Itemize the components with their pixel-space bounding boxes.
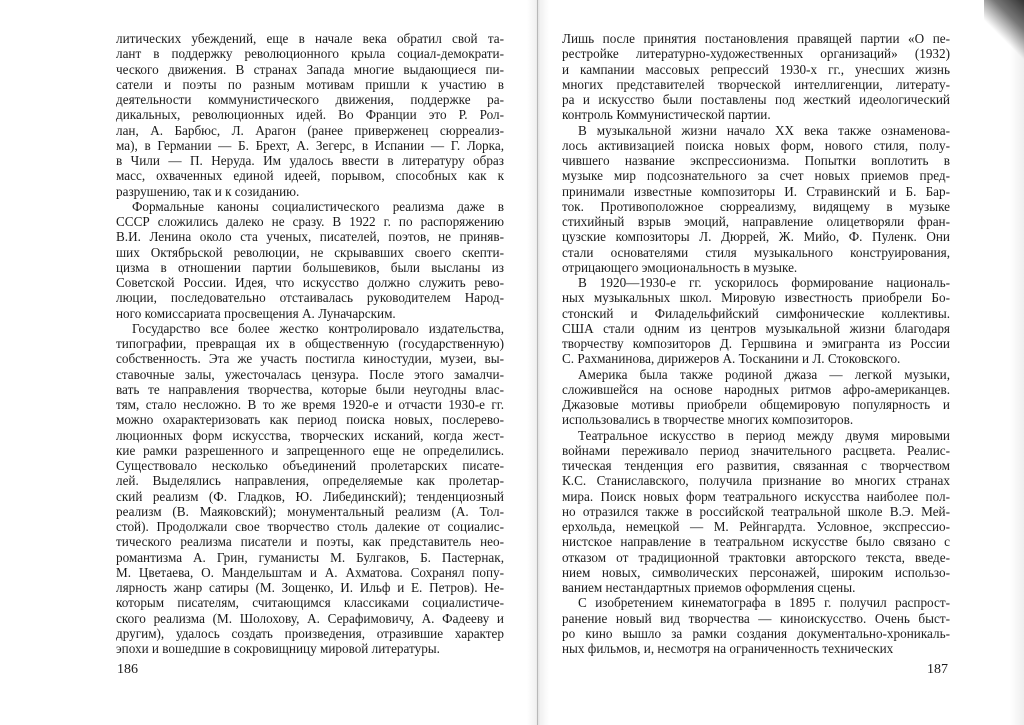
text-line: ро кино вышло за рамки создания документально-хроникаль- <box>562 625 950 641</box>
text-line: С. Рахманинова, дирижеров А. Тосканини и Л. Стоковского. <box>562 351 901 367</box>
text-line: чившего название экспрессионизма. Попытки воплотить в <box>562 153 950 168</box>
page-number-left: 186 <box>117 662 138 677</box>
text-line: цизма в отношении партии большевиков, были высланы из <box>116 259 504 275</box>
text-line: ток. Противоположное сюрреализму, видящему в музыке <box>562 198 950 214</box>
text-line: цузские композиторы Л. Дюррей, Ж. Мийо, Ф. Пуленк. Они <box>562 229 950 245</box>
text-line: стой). Продолжали свое творчество столь далекие от социалис- <box>116 519 504 534</box>
paragraph <box>116 199 504 321</box>
text-line: отказом от традиционной трактовки авторского текста, введе- <box>562 549 950 565</box>
paragraph <box>562 595 950 656</box>
text-line: типографии, превращая их в общественную (государственную) <box>116 336 504 351</box>
text-line: Формальные каноны социалистического реализма даже в <box>132 198 504 214</box>
scan-corner-shadow <box>984 0 1024 60</box>
text-line: многих представителей творческой интеллигенции, литерату- <box>562 76 950 92</box>
text-line: которым писателям, считающимся классиками социалистиче- <box>116 595 504 611</box>
text-line: масс, охваченных единой идеей, порывом, способных как к <box>116 168 504 184</box>
text-line: Джазовые мотивы приобрели общемировую популярность и <box>562 397 950 412</box>
text-line: Существовало несколько объединений пролетарских писате- <box>116 458 504 473</box>
text-line: ский реализм (Ф. Гладков, Ю. Либединский); тенденциозный <box>116 488 504 504</box>
paragraph <box>562 428 950 596</box>
text-line: нистское направление в театральном искусстве было связано с <box>562 534 950 550</box>
text-line: мира. Поиск новых форм театрального искусства наиболее пол- <box>562 488 950 504</box>
text-line: рестройке литературно-художественных организаций» (1932) <box>562 46 950 62</box>
text-line: ранение новый вид творчества — киноискусство. Очень быст- <box>562 610 950 626</box>
text-line: лан, А. Барбюс, Л. Арагон (ранее приверженец сюрреализ- <box>116 122 504 138</box>
text-line: ных фильмов, и, несмотря на ограниченность технических <box>562 641 894 656</box>
text-line: ванием нестандартных приемов оформления сцены. <box>562 580 856 595</box>
text-line: лант в поддержку революционного крыла социал-демократи- <box>116 46 504 62</box>
text-line: романтизма А. Грин, гуманисты М. Булгаков, Б. Пастернак, <box>116 549 504 565</box>
text-line: Государство все более жестко контролировало издательства, <box>132 320 504 336</box>
text-line: ерхольда, немецкой — М. Рейнгардта. Условное, экспрессио- <box>562 519 950 534</box>
text-line: использовались в творчестве многих композиторов. <box>562 412 854 428</box>
text-line: тям, стало несложно. В то же время 1920-е и отчасти 1930-е гг. <box>116 397 504 412</box>
text-line: ного комиссариата просвещения А. Луначарским. <box>116 305 396 321</box>
text-line: С изобретением кинематографа в 1895 г. получил распрост- <box>578 595 950 611</box>
text-line: сложившейся на основе народных ритмов афро-американцев. <box>562 381 950 397</box>
text-line: В.И. Ленина около ста ученых, писателей, поэтов, не приняв- <box>116 229 504 245</box>
text-line: но отразился также в российской театральной школе В.Э. Мей- <box>562 503 950 519</box>
text-line: стонский и Филадельфийский симфонические коллективы. <box>562 305 950 321</box>
right-page-text <box>562 31 950 656</box>
text-line: сатели и поэты по разным мотивам пришли к участию в <box>116 76 504 92</box>
text-line: Лишь после принятия постановления правящей партии «О пе- <box>562 31 950 46</box>
paragraph <box>562 123 950 276</box>
text-line: М. Цветаева, О. Мандельштам и А. Ахматова. Сохранял попу- <box>116 564 504 580</box>
text-line: люции, последовательно отстаивалась руководителем Народ- <box>116 290 504 306</box>
page-number-right: 187 <box>927 662 948 677</box>
paragraph <box>562 275 950 367</box>
text-line: лось активизацией поиска новых форм, нового стиля, полу- <box>562 137 950 153</box>
text-line: деятельности коммунистического движения, поддержке ра- <box>116 92 504 107</box>
text-line: В 1920—1930-е гг. ускорилось формирование националь- <box>578 275 950 290</box>
text-line: разрушению, так и к созиданию. <box>116 183 300 199</box>
text-line: СССР сложились далеко не сразу. В 1922 г. по распоряжению <box>116 214 504 229</box>
text-line: реализм (В. Маяковский); монументальный реализм (А. Тол- <box>116 503 504 519</box>
text-line: тического реализма писатели и поэты, как представитель нео- <box>116 534 504 550</box>
text-line: в Чили — П. Неруда. Им удалось ввести в литературу образ <box>116 153 504 168</box>
paragraph <box>116 321 504 657</box>
text-line: люционных форм искусства, творческих исканий, когда жест- <box>116 427 504 443</box>
text-line: В музыкальной жизни начало XX века также ознаменова- <box>578 122 950 138</box>
text-line: ших Октябрьской революции, не скрывавших своего скепти- <box>116 244 504 260</box>
text-line: ческого движения. В странах Запада многие выдающиеся пи- <box>116 61 504 77</box>
text-line: войнами переживало период значительного расцвета. Реалис- <box>562 442 950 458</box>
text-line: другим), удалось создать произведения, отразившие характер <box>116 625 504 641</box>
text-line: лей. Выделялись направления, определяемые как пролетар- <box>116 473 504 489</box>
text-line: принимали известные композиторы И. Стравинский и Б. Бар- <box>562 183 950 199</box>
text-line: ных музыкальных школ. Мировую известность приобрели Бо- <box>562 290 950 306</box>
text-line: лярность жанр сатиры (М. Зощенко, И. Ильф и Е. Петров). Не- <box>116 580 504 595</box>
text-line: эпохи и вошедшие в сокровищницу мировой литературы. <box>116 641 440 656</box>
text-line: К.С. Станиславского, получила признание во многих странах <box>562 473 950 489</box>
text-line: можно охарактеризовать как период поиска новых, послерево- <box>116 412 504 428</box>
text-line: отрицающего эмоциональность в музыке. <box>562 259 798 275</box>
text-line: Советской России. Идея, что искусство должно служить рево- <box>116 275 504 290</box>
text-line: тическая тенденция его развития, связанная с творчеством <box>562 458 950 473</box>
text-line: Америка была также родиной джаза — легкой музыки, <box>578 366 950 382</box>
text-line: вать те направления творчества, которые были неугодны влас- <box>116 381 504 397</box>
text-line: стали основателями стиля музыкального конструирования, <box>562 244 950 260</box>
text-line: Театральное искусство в период между двумя мировыми <box>578 427 950 443</box>
text-line: музыке мир подсознательного за счет новых приемов пред- <box>562 168 950 184</box>
text-line: ра и искусство были поставлены под жесткий идеологический <box>562 92 950 107</box>
text-line: дикальных, революционных идей. Во Франции это Р. Рол- <box>116 107 504 123</box>
paragraph <box>562 31 950 123</box>
gutter-fold-line <box>537 0 538 725</box>
text-line: нием новых, символических персонажей, широким использо- <box>562 564 950 580</box>
text-line: ставочные залы, ужесточалась цензура. После этого замалчи- <box>116 366 504 382</box>
text-line: и кампании массовых репрессий 1930-х гг., унесших жизнь <box>562 61 950 77</box>
text-line: литических убеждений, еще в начале века обратил свой та- <box>116 31 504 46</box>
text-line: кие рамки разрешенного и запрещенного еще не определились. <box>116 442 504 458</box>
text-line: стихийный взрыв эмоций, направление олицетворяли фран- <box>562 214 950 229</box>
text-line: собственность. Эта же участь постигла киностудии, музеи, вы- <box>116 351 504 367</box>
book-gutter <box>527 0 549 725</box>
text-line: контроль Коммунистической партии. <box>562 107 771 123</box>
text-line: США стали одним из центров музыкальной жизни благодаря <box>562 320 950 336</box>
text-line: ского реализма (М. Шолохову, А. Серафимовичу, А. Фадееву и <box>116 610 504 626</box>
paragraph <box>562 367 950 428</box>
text-line: творчеству композиторов Д. Гершвина и эмигранта из России <box>562 336 950 351</box>
left-page-text <box>116 31 504 656</box>
paragraph <box>116 31 504 199</box>
text-line: ма), в Германии — Б. Брехт, А. Зегерс, в Испании — Г. Лорка, <box>116 137 504 153</box>
page-edge-shadow <box>1010 0 1024 725</box>
